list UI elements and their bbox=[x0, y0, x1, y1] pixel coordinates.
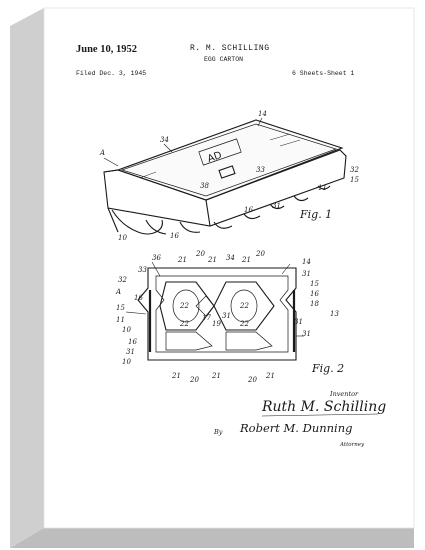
patent-sheet-count: 6 Sheets-Sheet 1 bbox=[292, 70, 355, 77]
attorney-label: Attorney bbox=[340, 442, 365, 448]
reference-number: 11 bbox=[116, 316, 125, 324]
reference-number: 21 bbox=[172, 372, 181, 380]
reference-number: 33 bbox=[138, 266, 147, 274]
reference-number: 10 bbox=[118, 234, 127, 242]
reference-number: 20 bbox=[256, 250, 265, 258]
reference-number: 16 bbox=[310, 290, 319, 298]
reference-number: 38 bbox=[200, 182, 209, 190]
reference-number: 18 bbox=[310, 300, 319, 308]
reference-number: 34 bbox=[160, 136, 169, 144]
reference-number: 15 bbox=[350, 176, 359, 184]
reference-number: 15 bbox=[116, 304, 125, 312]
svg-text:AD: AD bbox=[206, 149, 224, 166]
patent-filed-date: Filed Dec. 3, 1945 bbox=[76, 70, 147, 77]
by-label: By bbox=[214, 428, 223, 436]
canvas-bottom-edge bbox=[10, 528, 414, 548]
reference-number: 22 bbox=[240, 320, 249, 328]
reference-number: 16 bbox=[128, 338, 137, 346]
reference-number: 34 bbox=[226, 254, 235, 262]
reference-number: 14 bbox=[302, 258, 311, 266]
reference-number: 19 bbox=[212, 320, 221, 328]
reference-number: 20 bbox=[248, 376, 257, 384]
reference-number: 16 bbox=[170, 232, 179, 240]
reference-number: 21 bbox=[178, 256, 187, 264]
inventor-signature: Ruth M. Schilling bbox=[262, 399, 387, 415]
reference-number: 21 bbox=[266, 372, 275, 380]
patent-title: EGG CARTON bbox=[204, 56, 244, 63]
reference-number: 31 bbox=[302, 270, 311, 278]
reference-number: 32 bbox=[350, 166, 359, 174]
reference-number: 32 bbox=[118, 276, 127, 284]
reference-number: 22 bbox=[180, 302, 189, 310]
figure-2-label: Fig. 2 bbox=[312, 362, 345, 375]
reference-number: 17 bbox=[202, 314, 211, 322]
reference-number: 22 bbox=[180, 320, 189, 328]
reference-number: 31 bbox=[222, 312, 231, 320]
reference-number: A bbox=[100, 149, 106, 157]
patent-inventor-name: R. M. SCHILLING bbox=[190, 44, 270, 53]
reference-number: 14 bbox=[258, 110, 267, 118]
reference-number: 13 bbox=[330, 310, 339, 318]
reference-number: 10 bbox=[122, 326, 131, 334]
reference-number: 33 bbox=[256, 166, 265, 174]
inventor-label: Inventor bbox=[330, 390, 359, 398]
reference-number: 21 bbox=[242, 256, 251, 264]
reference-number: 20 bbox=[190, 376, 199, 384]
reference-number: 21 bbox=[212, 372, 221, 380]
reference-number: 16 bbox=[134, 294, 143, 302]
figure-1-label: Fig. 1 bbox=[300, 208, 333, 221]
reference-number: 22 bbox=[240, 302, 249, 310]
reference-number: 11 bbox=[318, 184, 327, 192]
reference-number: 16 bbox=[244, 206, 253, 214]
reference-number: 31 bbox=[272, 202, 281, 210]
reference-number: 31 bbox=[126, 348, 135, 356]
reference-number: 21 bbox=[208, 256, 217, 264]
canvas-left-edge bbox=[10, 8, 44, 548]
reference-number: 10 bbox=[122, 358, 131, 366]
reference-number: 36 bbox=[152, 254, 161, 262]
reference-number: 31 bbox=[294, 318, 303, 326]
reference-number: A bbox=[116, 288, 122, 296]
patent-date: June 10, 1952 bbox=[76, 44, 137, 55]
reference-number: 31 bbox=[302, 330, 311, 338]
reference-number: 15 bbox=[310, 280, 319, 288]
attorney-signature: Robert M. Dunning bbox=[240, 421, 353, 435]
reference-number: 20 bbox=[196, 250, 205, 258]
